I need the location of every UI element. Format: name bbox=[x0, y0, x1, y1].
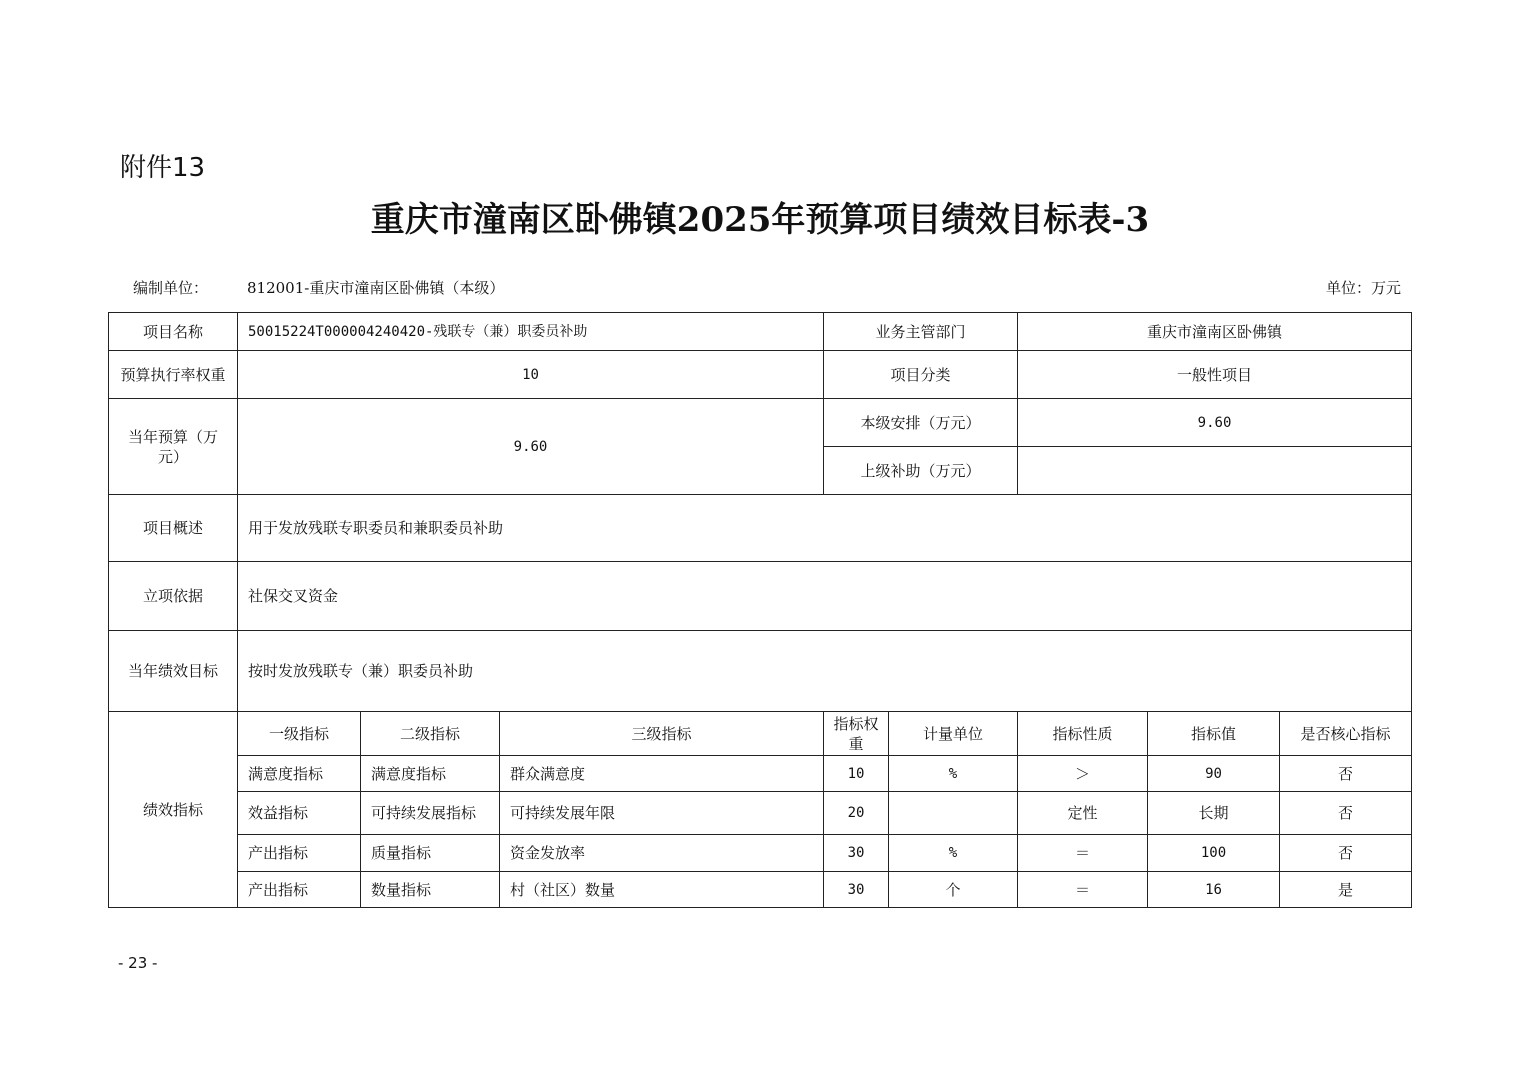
indicator-core: 否 bbox=[1280, 835, 1412, 872]
indicator-level3: 可持续发展年限 bbox=[500, 792, 824, 835]
table-row bbox=[109, 792, 1412, 835]
indicator-level3: 村（社区）数量 bbox=[500, 872, 824, 908]
header-level3: 三级指标 bbox=[500, 712, 824, 756]
indicator-level2: 可持续发展指标 bbox=[361, 792, 500, 835]
indicator-level3: 资金发放率 bbox=[500, 835, 824, 872]
indicator-unit: % bbox=[889, 756, 1018, 792]
dept-value: 重庆市潼南区卧佛镇 bbox=[1018, 313, 1412, 351]
indicator-level2: 满意度指标 bbox=[361, 756, 500, 792]
table-row bbox=[109, 835, 1412, 872]
attachment-label: 附件13 bbox=[120, 153, 206, 183]
indicator-nature: ＞ bbox=[1018, 756, 1148, 792]
indicator-level1: 产出指标 bbox=[238, 872, 361, 908]
indicators-label: 绩效指标 bbox=[109, 712, 238, 908]
local-value: 9.60 bbox=[1018, 399, 1412, 447]
summary-value: 用于发放残联专职委员和兼职委员补助 bbox=[238, 495, 1412, 562]
indicator-header-row bbox=[109, 712, 1412, 756]
basis-label: 立项依据 bbox=[109, 562, 238, 631]
indicator-level1: 满意度指标 bbox=[238, 756, 361, 792]
indicator-value: 90 bbox=[1148, 756, 1280, 792]
goal-value: 按时发放残联专（兼）职委员补助 bbox=[238, 631, 1412, 712]
indicator-nature: 定性 bbox=[1018, 792, 1148, 835]
indicator-core: 否 bbox=[1280, 792, 1412, 835]
upper-label: 上级补助（万元） bbox=[824, 447, 1018, 495]
indicator-weight: 10 bbox=[824, 756, 889, 792]
header-core: 是否核心指标 bbox=[1280, 712, 1412, 756]
indicator-value: 16 bbox=[1148, 872, 1280, 908]
indicator-nature: ＝ bbox=[1018, 835, 1148, 872]
basis-value: 社保交叉资金 bbox=[238, 562, 1412, 631]
exec-weight-label: 预算执行率权重 bbox=[109, 351, 238, 399]
indicator-core: 否 bbox=[1280, 756, 1412, 792]
indicator-value: 长期 bbox=[1148, 792, 1280, 835]
project-name-label: 项目名称 bbox=[109, 313, 238, 351]
indicator-level1: 效益指标 bbox=[238, 792, 361, 835]
compiling-unit bbox=[133, 278, 504, 298]
row-budget-local bbox=[109, 399, 1412, 447]
exec-weight-value: 10 bbox=[238, 351, 824, 399]
header-weight: 指标权重 bbox=[824, 712, 889, 756]
budget-label: 当年预算（万元） bbox=[109, 399, 238, 495]
currency-unit: 单位：万元 bbox=[1325, 279, 1401, 297]
local-label: 本级安排（万元） bbox=[824, 399, 1018, 447]
indicator-unit: 个 bbox=[889, 872, 1018, 908]
category-value: 一般性项目 bbox=[1018, 351, 1412, 399]
project-name-value: 50015224T000004240420-残联专（兼）职委员补助 bbox=[238, 313, 824, 351]
header-level1: 一级指标 bbox=[238, 712, 361, 756]
indicator-weight: 30 bbox=[824, 872, 889, 908]
table-row bbox=[109, 872, 1412, 908]
header-level2: 二级指标 bbox=[361, 712, 500, 756]
indicator-weight: 30 bbox=[824, 835, 889, 872]
indicator-unit: % bbox=[889, 835, 1018, 872]
indicator-value: 100 bbox=[1148, 835, 1280, 872]
row-basis bbox=[109, 562, 1412, 631]
compiling-unit-label: 编制单位： bbox=[133, 279, 209, 297]
upper-value bbox=[1018, 447, 1412, 495]
page-number: - 23 - bbox=[118, 954, 158, 972]
page-title: 重庆市潼南区卧佛镇2025年预算项目绩效目标表-3 bbox=[370, 200, 1150, 240]
summary-label: 项目概述 bbox=[109, 495, 238, 562]
goal-label: 当年绩效目标 bbox=[109, 631, 238, 712]
performance-table bbox=[108, 312, 1412, 908]
budget-value: 9.60 bbox=[238, 399, 824, 495]
row-goal bbox=[109, 631, 1412, 712]
header-value: 指标值 bbox=[1148, 712, 1280, 756]
indicator-unit bbox=[889, 792, 1018, 835]
header-unit: 计量单位 bbox=[889, 712, 1018, 756]
compiling-unit-value: 812001-重庆市潼南区卧佛镇（本级） bbox=[247, 279, 505, 297]
row-summary bbox=[109, 495, 1412, 562]
indicator-level2: 数量指标 bbox=[361, 872, 500, 908]
dept-label: 业务主管部门 bbox=[824, 313, 1018, 351]
indicator-weight: 20 bbox=[824, 792, 889, 835]
indicator-level3: 群众满意度 bbox=[500, 756, 824, 792]
row-project-name bbox=[109, 313, 1412, 351]
category-label: 项目分类 bbox=[824, 351, 1018, 399]
indicator-level1: 产出指标 bbox=[238, 835, 361, 872]
table-row bbox=[109, 756, 1412, 792]
header-nature: 指标性质 bbox=[1018, 712, 1148, 756]
row-exec-weight bbox=[109, 351, 1412, 399]
indicator-core: 是 bbox=[1280, 872, 1412, 908]
indicator-level2: 质量指标 bbox=[361, 835, 500, 872]
indicator-nature: ＝ bbox=[1018, 872, 1148, 908]
